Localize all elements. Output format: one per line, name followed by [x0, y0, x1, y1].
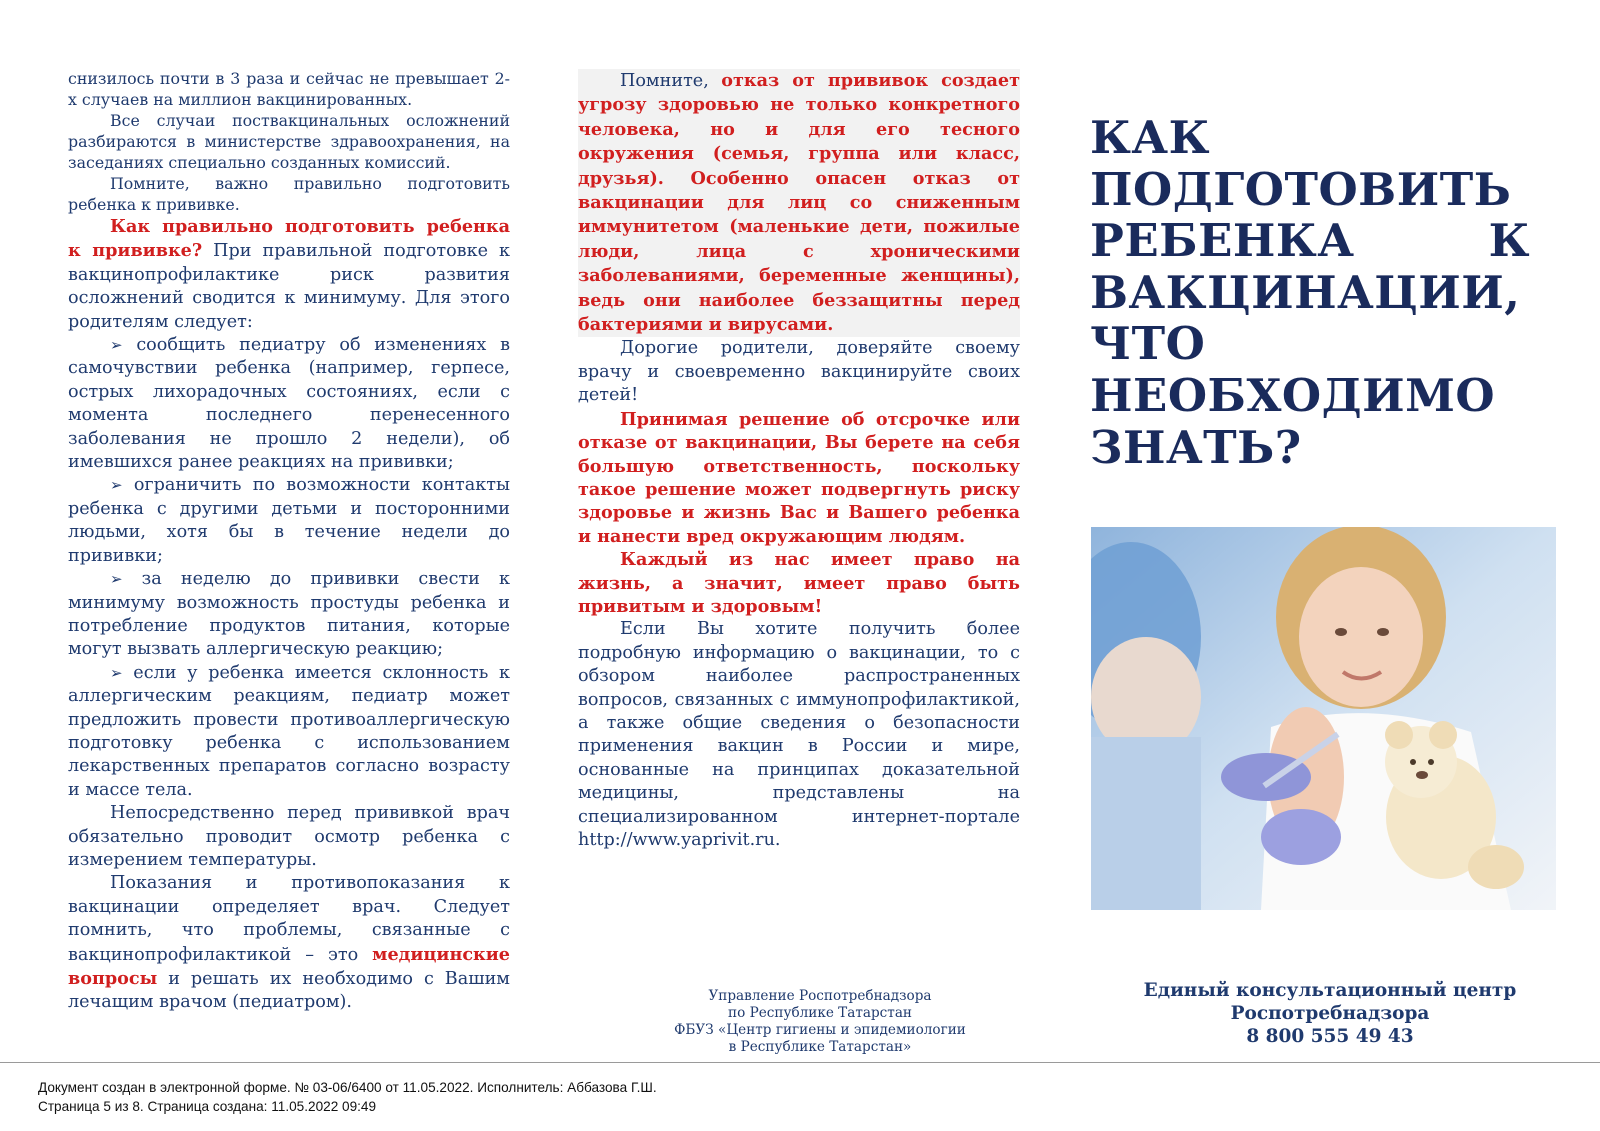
document-footer [38, 1078, 657, 1116]
title-line-5: ЧТО [1090, 317, 1206, 371]
brochure-title [1090, 112, 1530, 473]
col1-paragraph-3: Помните, важно правильно подготовить ребенка к прививке. [68, 174, 510, 214]
middle-text-column [578, 69, 1020, 852]
arrow-bullet-icon: ➢ [110, 663, 123, 682]
title-line-3a: РЕБЕНКА [1090, 214, 1355, 268]
vaccination-illustration [1091, 527, 1556, 910]
hotline-line-1: Единый консультационный центр [1143, 980, 1517, 1001]
footer-line-1: Документ создан в электронной форме. № 03-06/6400 от 11.05.2022. Исполнитель: Аббазова Г.Ш. [38, 1080, 657, 1095]
col1-bullet-1-text: сообщить педиатру об изменениях в самочувствии ребенка (например, герпесе, острых лихорадочных состояниях, если с момента последнего перенесенного заболевания не прошло 2 недели), об имевшихся ранее реакциях на прививки; [68, 335, 510, 473]
title-line-7: ЗНАТЬ? [1090, 420, 1302, 474]
org-line-2: по Республике Татарстан [728, 1005, 912, 1021]
col2-paragraph-1 [578, 69, 1020, 337]
col1-paragraph-6-end: и решать их необходимо с Вашим лечащим врачом (педиатром). [68, 969, 510, 1013]
col2-paragraph-2: Дорогие родители, доверяйте своему врачу и своевременно вакцинируйте своих детей! [578, 338, 1020, 406]
arrow-bullet-icon: ➢ [110, 336, 123, 355]
title-line-4: ВАКЦИНАЦИИ, [1090, 265, 1521, 319]
col1-paragraph-6-start: Показания и противопоказания к вакцинации определяет врач. Следует помнить, что проблемы, связанные с вакцинопрофилактикой – это [68, 873, 510, 965]
vaccination-photo [1091, 527, 1556, 910]
col2-responsibility-warning: Принимая решение об отсрочке или отказе от вакцинации, Вы берете на себя большую ответственность, поскольку такое решение может подвергнуть риску здоровье и жизнь Вас и Вашего ребенка и нанести вред окружающим людям. [578, 408, 1020, 547]
title-line-2: ПОДГОТОВИТЬ [1090, 162, 1512, 216]
left-text-column [68, 68, 510, 1015]
hotline-line-2: Роспотребнадзора [1230, 1003, 1430, 1024]
col1-question-highlight: Как правильно подготовить ребенка к прививке? [68, 216, 510, 262]
organization-block [640, 988, 1000, 1056]
col1-bullet-1 [68, 334, 510, 474]
footer-divider [0, 1062, 1600, 1063]
title-line-3b: К [1488, 214, 1530, 268]
col1-bullet-3 [68, 568, 510, 662]
org-line-1: Управление Роспотребнадзора [708, 988, 932, 1004]
footer-line-2: Страница 5 из 8. Страница создана: 11.05.2022 09:49 [38, 1099, 377, 1114]
col1-bullet-4 [68, 662, 510, 802]
col1-bullet-2-text: ограничить по возможности контакты ребенка с другими детьми и посторонними людьми, хотя бы в течение недели до прививки; [68, 475, 510, 566]
org-line-4: в Республике Татарстан» [728, 1039, 912, 1055]
col2-refusal-warning: отказ от прививок создает угрозу здоровью не только конкретного человека, но и для его тесного окружения (семья, группа или класс, друзья). Особенно опасен отказ от вакцинации для лиц со сниженным иммунитетом (маленькие дети, пожилые люди, лица с хроническими заболеваниями, беременные женщины), ведь они наиболее беззащитны перед бактериями и вирусами. [578, 70, 1021, 336]
col1-paragraph-4 [68, 215, 510, 334]
col1-bullet-2 [68, 474, 510, 568]
col1-bullet-3-text: за неделю до прививки свести к минимуму возможность простуды ребенка и потребление продуктов питания, которые могут вызвать аллергическую реакцию; [68, 569, 510, 660]
title-line-3 [1090, 215, 1530, 267]
col1-bullet-4-text: если у ребенка имеется склонность к аллергическим реакциям, педиатр может предложить провести противоаллергическую подготовку ребенка с использованием лекарственных препаратов согласно возрасту и массе тела. [68, 662, 510, 800]
col1-medical-highlight: медицинские вопросы [68, 943, 510, 989]
col2-paragraph-1-start: Помните, [620, 71, 722, 91]
org-line-3: ФБУЗ «Центр гигиены и эпидемиологии [674, 1022, 966, 1038]
title-line-1: КАК [1090, 111, 1211, 164]
arrow-bullet-icon: ➢ [110, 476, 123, 495]
hotline-block [1120, 979, 1540, 1048]
col2-right-to-health: Каждый из нас имеет право на жизнь, а значит, имеет право быть привитым и здоровым! [578, 549, 1020, 617]
title-line-6: НЕОБХОДИМО [1090, 368, 1496, 422]
col1-paragraph-5: Непосредственно перед прививкой врач обязательно проводит осмотр ребенка с измерением температуры. [68, 803, 510, 870]
col1-paragraph-2: Все случаи поствакцинальных осложнений разбираются в министерстве здравоохранения, на заседаниях специально созданных комиссий. [68, 111, 510, 172]
col2-more-info: Если Вы хотите получить более подробную информацию о вакцинации, то с обзором наиболее распространенных вопросов, связанных с иммунопрофилактикой, а также общие сведения о безопасности применения вакцин в России и мире, основанные на принципах доказательной медицины, представлены на специализированном интернет-портале http://www.yaprivit.ru. [578, 619, 1020, 850]
hotline-phone: 8 800 555 49 43 [1246, 1026, 1414, 1047]
col1-paragraph-4-rest: При правильной подготовке к вакцинопрофилактике риск развития осложнений сводится к минимуму. Для этого родителям следует: [68, 241, 510, 332]
col1-paragraph-6 [68, 872, 510, 1014]
arrow-bullet-icon: ➢ [110, 570, 123, 589]
col1-paragraph-1: снизилось почти в 3 раза и сейчас не превышает 2-х случаев на миллион вакцинированных. [68, 69, 510, 109]
